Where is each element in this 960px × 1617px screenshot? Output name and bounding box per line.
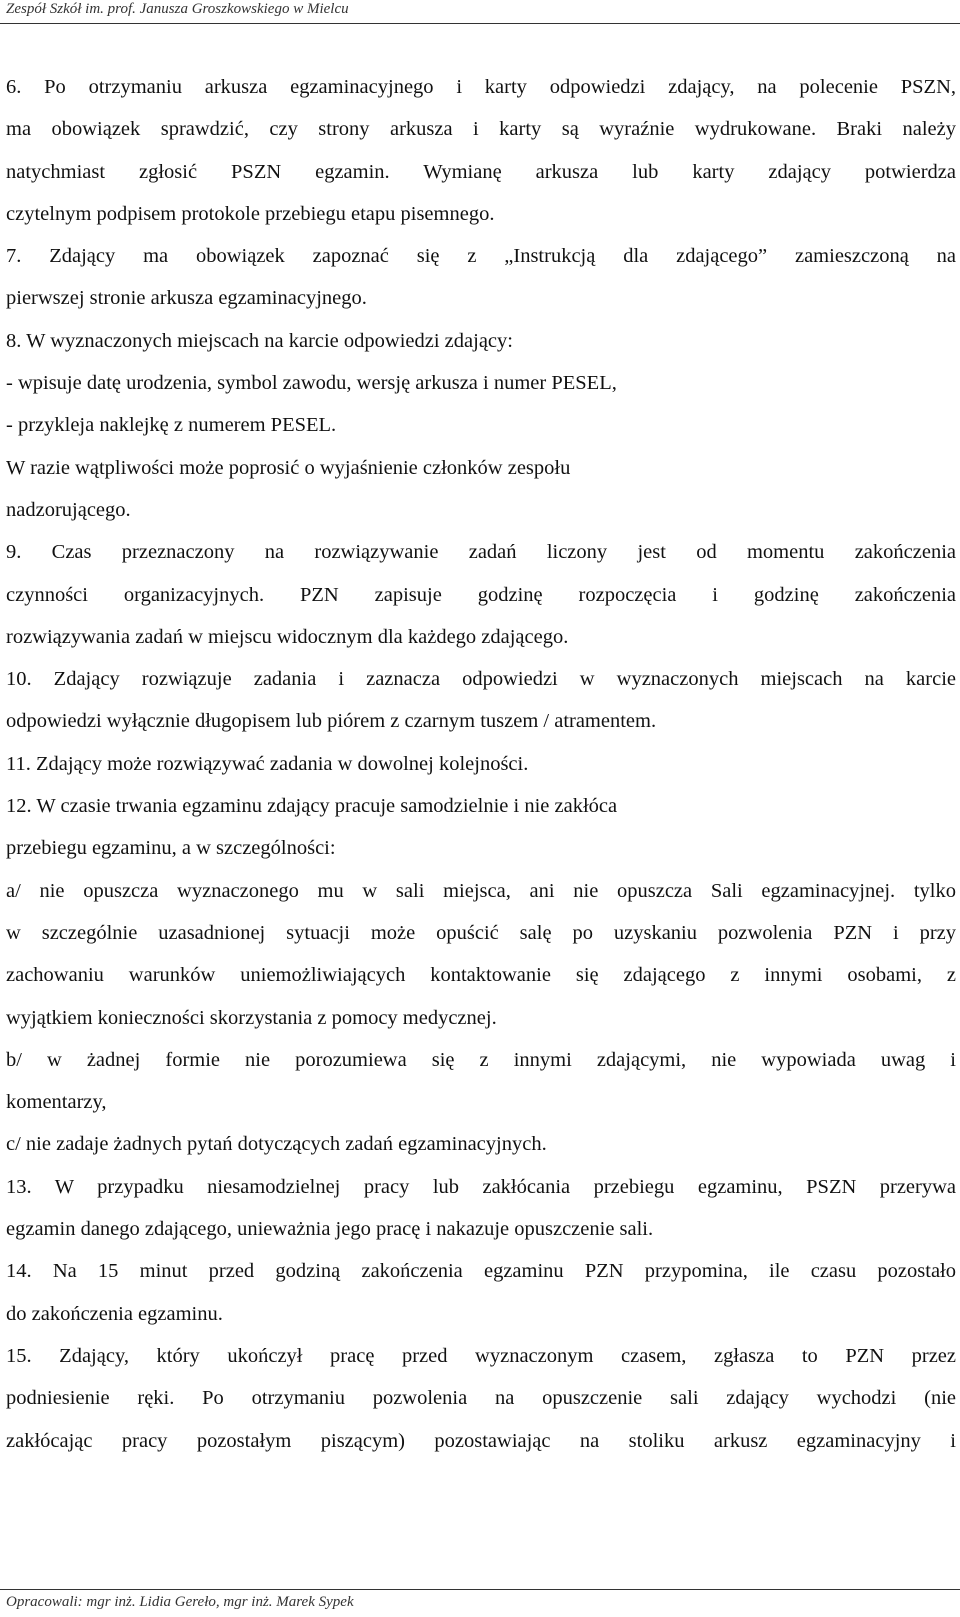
text-line: 13. W przypadku niesamodzielnej pracy lub zakłócania przebiegu egzaminu, PSZN przerywa bbox=[6, 1175, 956, 1198]
document-body bbox=[6, 66, 956, 1462]
text-line: - przykleja naklejkę z numerem PESEL. bbox=[6, 414, 337, 437]
text-line: wyjątkiem konieczności skorzystania z pomocy medycznej. bbox=[6, 1006, 497, 1029]
text-line: 12. W czasie trwania egzaminu zdający pracuje samodzielnie i nie zakłóca bbox=[6, 795, 618, 818]
text-line: 8. W wyznaczonych miejscach na karcie odpowiedzi zdający: bbox=[6, 329, 513, 352]
text-line: odpowiedzi wyłącznie długopisem lub piórem z czarnym tuszem / atramentem. bbox=[6, 710, 657, 733]
page-header bbox=[0, 0, 960, 30]
text-line: przebiegu egzaminu, a w szczególności: bbox=[6, 837, 336, 860]
header-school-name: Zespół Szkół im. prof. Janusza Groszkowskiego w Mielcu bbox=[6, 1, 349, 17]
text-line: pierwszej stronie arkusza egzaminacyjnego. bbox=[6, 287, 367, 310]
text-line: zakłócając pracy pozostałym piszącym) pozostawiając na stoliku arkusz egzaminacyjny i bbox=[6, 1429, 956, 1452]
text-line: zachowaniu warunków uniemożliwiających kontaktowanie się zdającego z innymi osobami, z bbox=[6, 964, 956, 987]
text-line: - wpisuje datę urodzenia, symbol zawodu, wersję arkusza i numer PESEL, bbox=[6, 372, 617, 395]
text-line: W razie wątpliwości może poprosić o wyjaśnienie członków zespołu bbox=[6, 456, 571, 479]
text-line: rozwiązywania zadań w miejscu widocznym dla każdego zdającego. bbox=[6, 625, 569, 648]
text-line: b/ w żadnej formie nie porozumiewa się z innymi zdającymi, nie wypowiada uwag i bbox=[6, 1048, 956, 1071]
header-divider bbox=[0, 23, 960, 24]
text-line: 10. Zdający rozwiązuje zadania i zaznacza odpowiedzi w wyznaczonych miejscach na karcie bbox=[6, 668, 956, 691]
text-line: czytelnym podpisem protokole przebiegu etapu pisemnego. bbox=[6, 202, 495, 225]
text-line: 9. Czas przeznaczony na rozwiązywanie zadań liczony jest od momentu zakończenia bbox=[6, 541, 956, 564]
text-line: 14. Na 15 minut przed godziną zakończenia egzaminu PZN przypomina, ile czasu pozostało bbox=[6, 1260, 956, 1283]
text-line: komentarzy, bbox=[6, 1091, 107, 1114]
text-line: czynności organizacyjnych. PZN zapisuje godzinę rozpoczęcia i godzinę zakończenia bbox=[6, 583, 956, 606]
text-line: egzamin danego zdającego, unieważnia jego pracę i nakazuje opuszczenie sali. bbox=[6, 1218, 654, 1241]
footer-divider bbox=[0, 1589, 960, 1590]
text-line: podniesienie ręki. Po otrzymaniu pozwolenia na opuszczenie sali zdający wychodzi (nie bbox=[6, 1387, 956, 1410]
footer-authors: Opracowali: mgr inż. Lidia Gereło, mgr inż. Marek Sypek bbox=[6, 1594, 354, 1610]
text-line: 15. Zdający, który ukończył pracę przed wyznaczonym czasem, zgłasza to PZN przez bbox=[6, 1344, 956, 1367]
text-line: do zakończenia egzaminu. bbox=[6, 1302, 223, 1325]
text-line: c/ nie zadaje żadnych pytań dotyczących zadań egzaminacyjnych. bbox=[6, 1133, 547, 1156]
text-line: a/ nie opuszcza wyznaczonego mu w sali miejsca, ani nie opuszcza Sali egzaminacyjnej. tylko bbox=[6, 879, 956, 902]
text-line: 6. Po otrzymaniu arkusza egzaminacyjnego i karty odpowiedzi zdający, na polecenie PSZN, bbox=[6, 76, 956, 98]
text-line: w szczególnie uzasadnionej sytuacji może opuścić salę po uzyskaniu pozwolenia PZN i przy bbox=[6, 921, 956, 944]
text-line: 11. Zdający może rozwiązywać zadania w dowolnej kolejności. bbox=[6, 752, 529, 775]
text-line: natychmiast zgłosić PSZN egzamin. Wymianę arkusza lub karty zdający potwierdza bbox=[6, 160, 956, 183]
text-line: ma obowiązek sprawdzić, czy strony arkusza i karty są wyraźnie wydrukowane. Braki należy bbox=[6, 118, 956, 141]
text-line: 7. Zdający ma obowiązek zapoznać się z „Instrukcją dla zdającego” zamieszczoną na bbox=[6, 245, 956, 268]
text-line: nadzorującego. bbox=[6, 498, 131, 521]
